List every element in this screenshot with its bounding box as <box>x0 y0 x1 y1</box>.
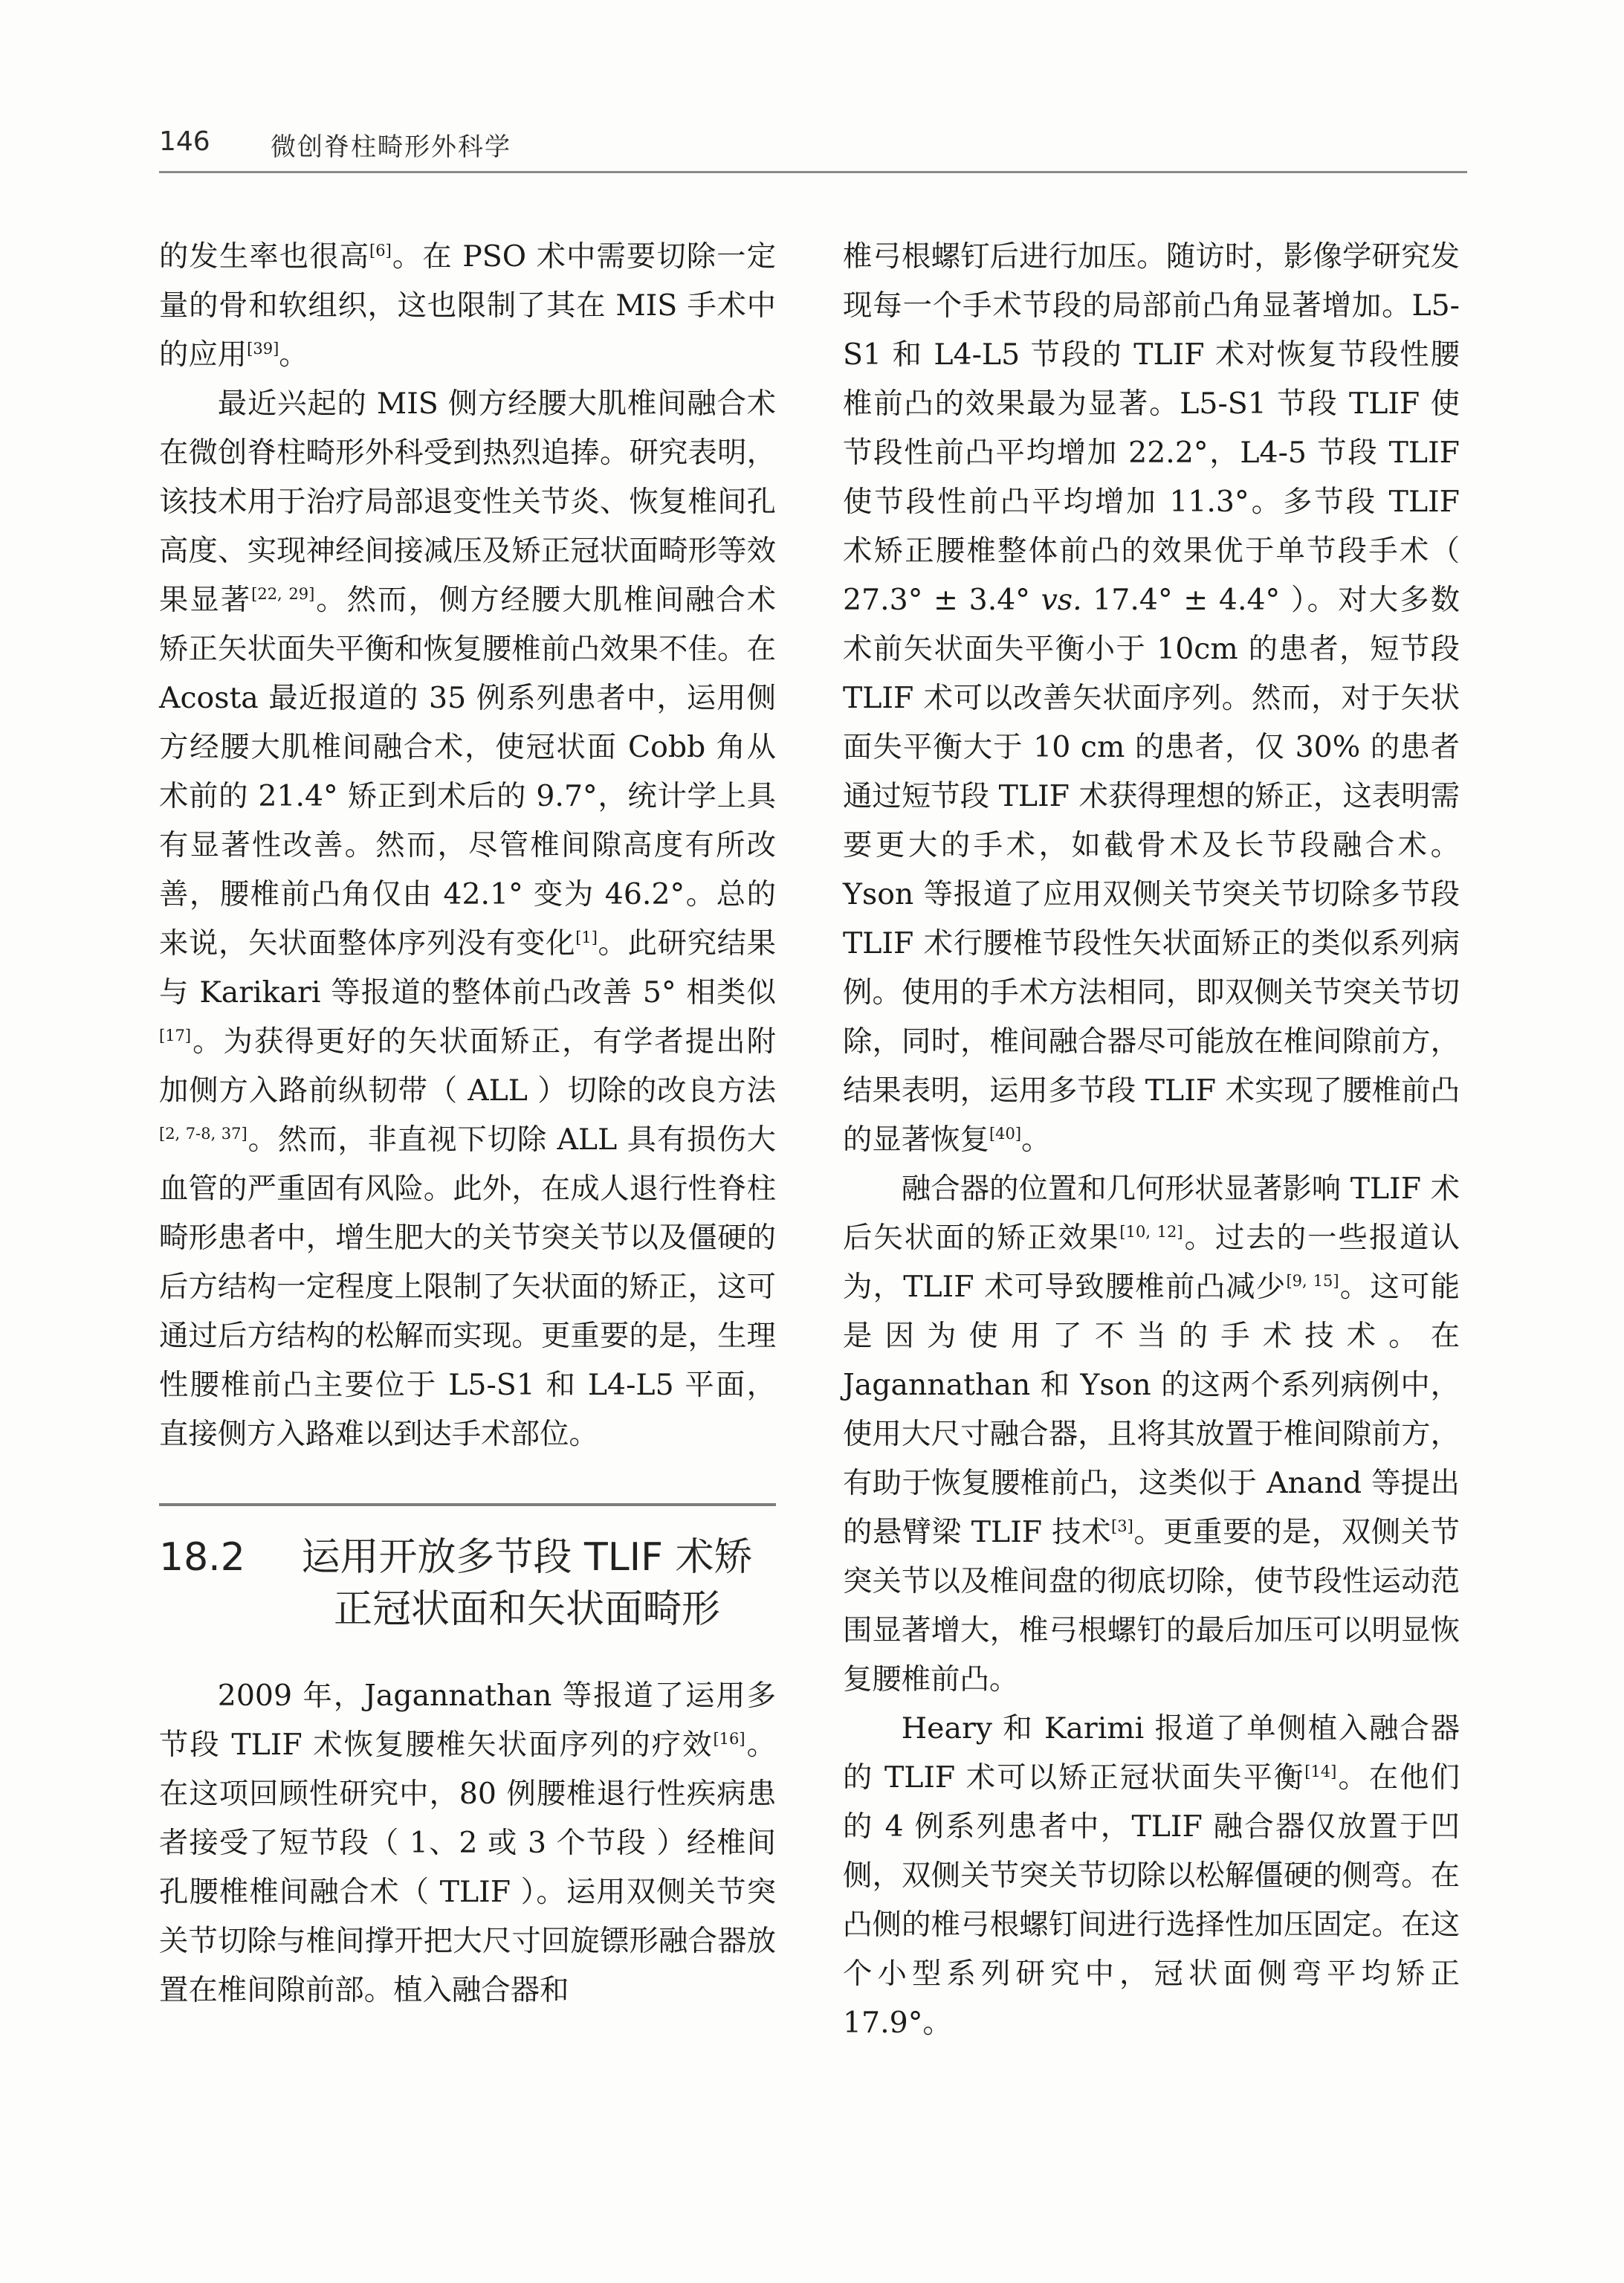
book-title: 微创脊柱畸形外科学 <box>271 132 511 162</box>
text-run: 椎弓根螺钉后进行加压。随访时，影像学研究发现每一个手术节段的局部前凸角显著增加。L5-S1 和 L4-L5 节段的 TLIF 术对恢复节段性腰椎前凸的效果最为显著。L5-S1 节段 TLIF 使节段性前凸平均增加 22.2°，L4-5 节段 TLIF 使节段性前凸平均增加 11.3°。多节段 TLIF 术矫正腰椎整体前凸的效果优于单节段手术（ 27.3° ± 3.4° <box>843 239 1460 617</box>
citation: [14] <box>1304 1762 1337 1780</box>
text-run: 。在这项回顾性研究中，80 例腰椎退行性疾病患者接受了短节段（ 1、2 或 3 个节段 ）经椎间孔腰椎椎间融合术（ TLIF ）。运用双侧关节突关节切除与椎间撑开把大尺寸回旋镖形融合器放置在椎间隙前部。植入融合器和 <box>159 1728 776 2007</box>
citation: [17] <box>159 1026 192 1044</box>
paragraph <box>159 379 776 1459</box>
right-column <box>843 232 1460 2047</box>
paragraph <box>843 232 1460 1164</box>
citation: [3] <box>1111 1517 1133 1535</box>
section-title-line: 正冠状面和矢状面畸形 <box>333 1587 720 1632</box>
section-heading <box>159 1503 776 1635</box>
section-title-line: 运用开放多节段 TLIF 术矫 <box>301 1535 753 1580</box>
text-run: 最近兴起的 MIS 侧方经腰大肌椎间融合术在微创脊柱畸形外科受到热烈追捧。研究表明，该技术用于治疗局部退变性关节炎、恢复椎间孔高度、实现神经间接减压及矫正冠状面畸形等效果显著 <box>159 387 776 617</box>
paragraph <box>159 1671 776 2015</box>
text-run: 。然而，非直视下切除 ALL 具有损伤大血管的严重固有风险。此外，在成人退行性脊柱畸形患者中，增生肥大的关节突关节以及僵硬的后方结构一定程度上限制了矢状面的矫正，这可通过后方结构的松解而实现。更重要的是，生理性腰椎前凸主要位于 L5-S1 和 L4-L5 平面，直接侧方入路难以到达手术部位。 <box>159 1123 776 1451</box>
text-run: 。更重要的是，双侧关节突关节以及椎间盘的彻底切除，使节段性运动范围显著增大，椎弓根螺钉的最后加压可以明显恢复腰椎前凸。 <box>843 1515 1460 1696</box>
text-run: 。 <box>279 338 308 372</box>
section-title <box>278 1531 776 1635</box>
text-run: 。在他们的 4 例系列患者中，TLIF 融合器仅放置于凹侧，双侧关节突关节切除以松解僵硬的侧弯。在凸侧的椎弓根螺钉间进行选择性加压固定。在这个小型系列研究中，冠状面侧弯平均矫正 17.9°。 <box>843 1760 1460 2040</box>
running-header <box>159 112 1467 173</box>
text-run: 。为获得更好的矢状面矫正，有学者提出附加侧方入路前纵韧带（ ALL ）切除的改良方法 <box>159 1024 776 1108</box>
text-run: 的发生率也很高 <box>159 239 370 274</box>
text-run: 。然而，侧方经腰大肌椎间融合术矫正矢状面失平衡和恢复腰椎前凸效果不佳。在 Acosta 最近报道的 35 例系列患者中，运用侧方经腰大肌椎间融合术，使冠状面 Cobb 角从术前的 21.4° 矫正到术后的 9.7°，统计学上具有显著性改善。然而，尽管椎间隙高度有所改善，腰椎前凸角仅由 42.1° 变为 46.2°。总的来说，矢状面整体序列没有变化 <box>159 583 776 960</box>
citation: [10, 12] <box>1119 1222 1183 1241</box>
text-run: 融合器的位置和几何形状显著影响 TLIF 术后矢状面的矫正效果 <box>843 1172 1460 1255</box>
paragraph <box>843 1164 1460 1704</box>
citation: [9, 15] <box>1286 1271 1339 1290</box>
citation: [6] <box>369 241 392 259</box>
section-rule <box>159 1503 776 1506</box>
text-run: 2009 年，Jagannathan 等报道了运用多节段 TLIF 术恢复腰椎矢状面序列的疗效 <box>159 1679 776 1762</box>
page-number: 146 <box>159 126 210 157</box>
paragraph <box>843 1704 1460 2047</box>
text-run: 。此研究结果与 Karikari 等报道的整体前凸改善 5° 相类似 <box>159 926 777 1010</box>
left-column <box>159 232 776 2015</box>
citation: [1] <box>575 928 598 946</box>
section-number: 18.2 <box>159 1535 245 1580</box>
citation: [22, 29] <box>251 584 315 603</box>
text-run: 。这可能是因为使用了不当的手术技术。在 Jagannathan 和 Yson 的这两个系列病例中，使用大尺寸融合器，且将其放置于椎间隙前方，有助于恢复腰椎前凸，这类似于 Anand 等提出的悬臂梁 TLIF 技术 <box>843 1270 1460 1549</box>
citation: [40] <box>989 1124 1022 1143</box>
citation: [16] <box>713 1729 745 1748</box>
text-run: 。 <box>1021 1123 1051 1157</box>
text-run: 。过去的一些报道认为，TLIF 术可导致腰椎前凸减少 <box>843 1221 1460 1304</box>
citation: [39] <box>247 339 279 358</box>
paragraph <box>159 232 776 379</box>
citation: [2, 7-8, 37] <box>159 1124 248 1143</box>
text-run: 。在 PSO 术中需要切除一定量的骨和软组织，这也限制了其在 MIS 手术中的应用 <box>159 239 777 372</box>
text-run: Heary 和 Karimi 报道了单侧植入融合器的 TLIF 术可以矫正冠状面失平衡 <box>843 1711 1460 1795</box>
italic-vs: vs. <box>1041 583 1082 617</box>
text-run: 17.4° ± 4.4° ）。对大多数术前矢状面失平衡小于 10cm 的患者，短节段 TLIF 术可以改善矢状面序列。然而，对于矢状面失平衡大于 10 cm 的患者，仅 30% 的患者通过短节段 TLIF 术获得理想的矫正，这表明需要更大的手术，如截骨术及长节段融合术。Yson 等报道了应用双侧关节突关节切除多节段 TLIF 术行腰椎节段性矢状面矫正的类似系列病例。使用的手术方法相同，即双侧关节突关节切除，同时，椎间融合器尽可能放在椎间隙前方，结果表明，运用多节段 TLIF 术实现了腰椎前凸的显著恢复 <box>843 583 1460 1157</box>
